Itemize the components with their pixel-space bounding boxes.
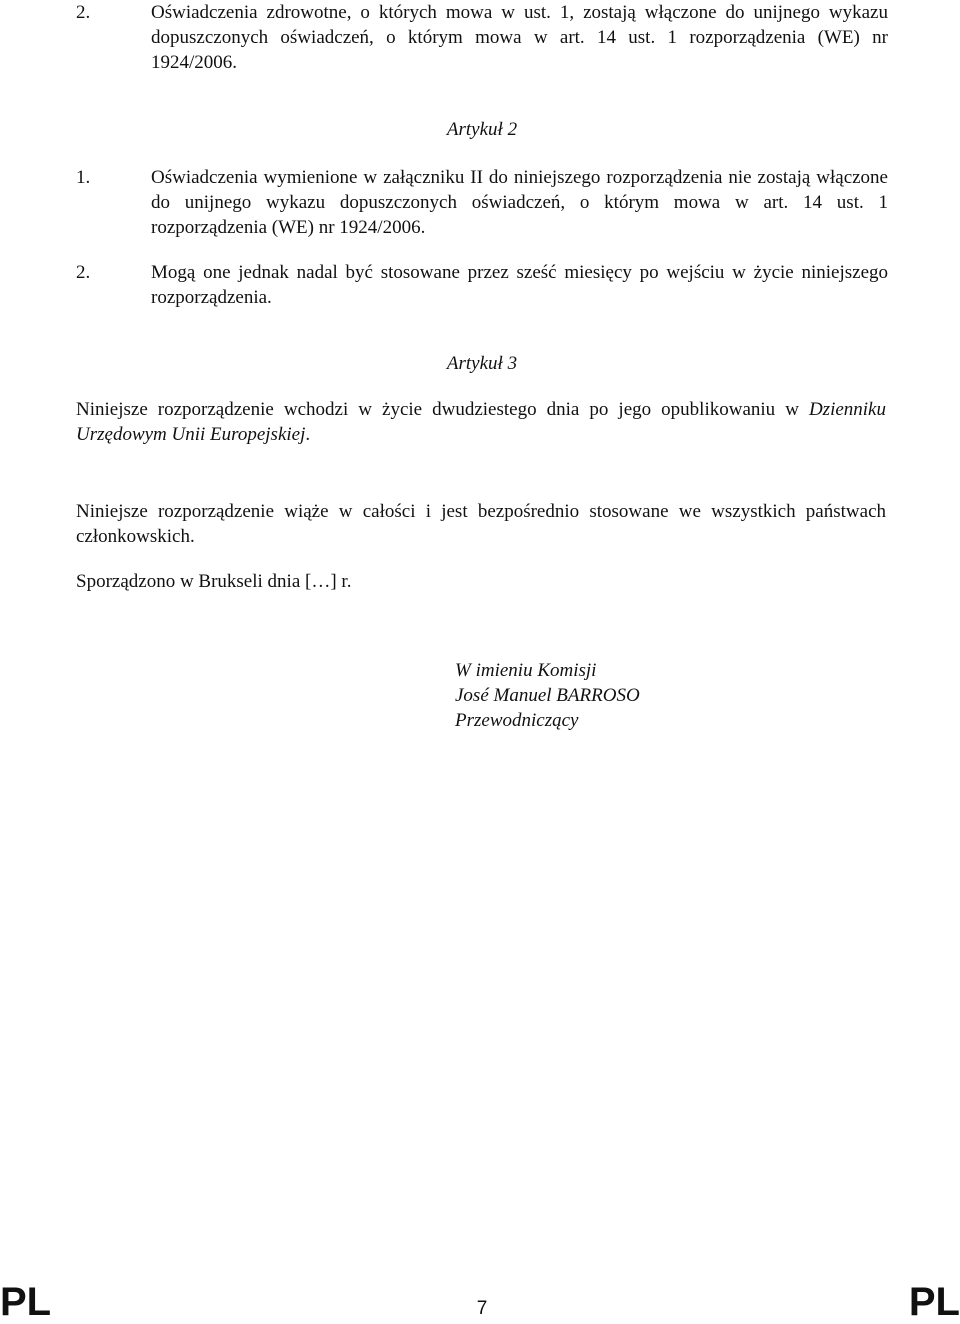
item-text: Oświadczenia zdrowotne, o których mowa w ust. 1, zostają włączone do unijnego wykazu dopuszczonych oświadczeń, o którym mowa w art. 14 ust. 1 rozporządzenia (WE) nr 1924/2006.	[151, 2, 888, 73]
item-number: 2.	[76, 262, 91, 283]
item-number: 1.	[76, 167, 91, 188]
article-3-text-main: Niniejsze rozporządzenie wchodzi w życie dwudziestego dnia po jego opublikowaniu w	[76, 399, 809, 420]
article-2-heading: Artykuł 2	[446, 119, 518, 140]
item-text: Oświadczenia wymienione w załączniku II do niniejszego rozporządzenia nie zostają włączone do unijnego wykazu dopuszczonych oświadczeń, o którym mowa w art. 14 ust. 1 rozporządzenia (WE) nr 1924/2006.	[151, 167, 888, 238]
item-text: Mogą one jednak nadal być stosowane przez sześć miesięcy po wejściu w życie niniejszego rozporządzenia.	[151, 262, 888, 308]
article-2-item-1	[76, 165, 888, 240]
footer-language-code-right: PL	[908, 1280, 960, 1324]
place-date: Sporządzono w Brukseli dnia […] r.	[76, 571, 352, 592]
article-3-text-end: .	[305, 424, 311, 445]
signature-line-1: W imieniu Komisji	[455, 660, 597, 681]
page-number: 7	[476, 1298, 488, 1319]
signature-block	[455, 658, 855, 733]
binding-clause: Niniejsze rozporządzenie wiąże w całości i jest bezpośrednio stosowane we wszystkich państwach członkowskich.	[76, 501, 886, 547]
official-journal-title: Dzienniku Urzędowym Unii Europejskiej	[76, 399, 886, 445]
prev-article-item-2	[76, 0, 888, 75]
item-number: 2.	[76, 2, 91, 23]
article-2-item-2	[76, 260, 888, 310]
footer-language-code-left: PL	[0, 1280, 52, 1324]
article-3-text	[76, 397, 886, 447]
signatory-name: José Manuel BARROSO	[455, 685, 640, 706]
article-3-heading: Artykuł 3	[446, 353, 518, 374]
signatory-title: Przewodniczący	[455, 710, 579, 731]
